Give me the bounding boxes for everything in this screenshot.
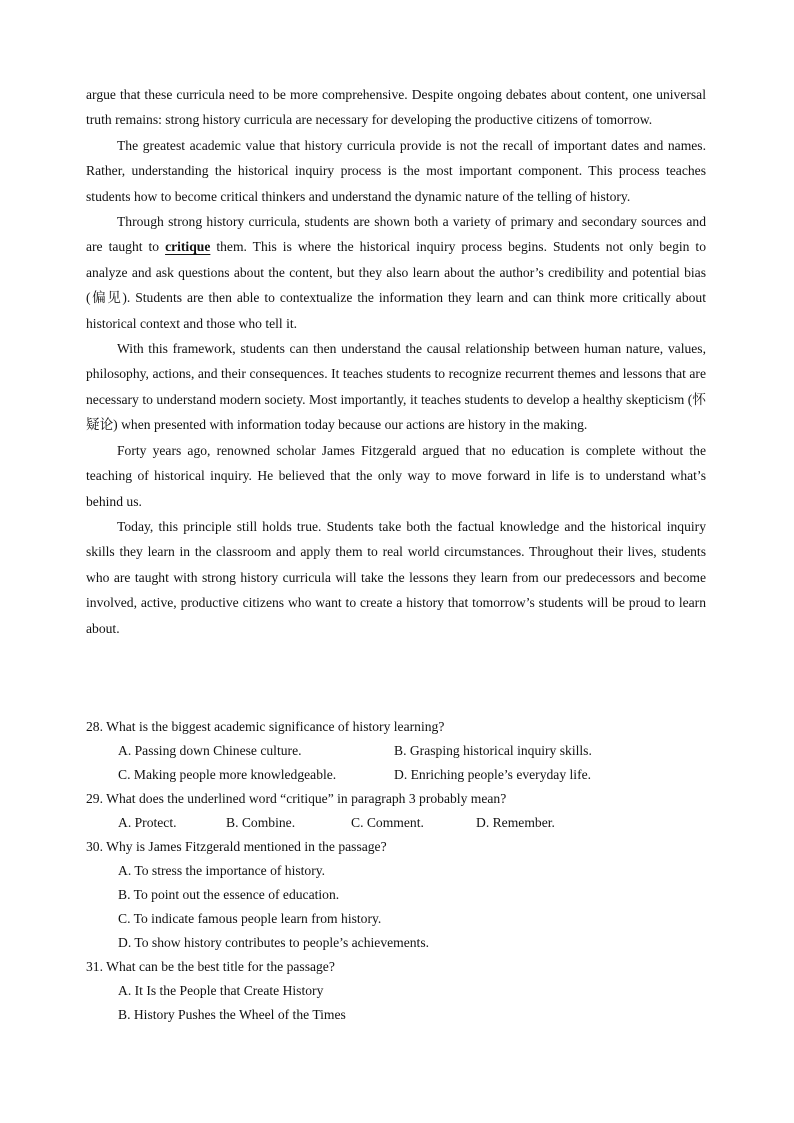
option-d[interactable]: D. Remember. xyxy=(476,815,555,830)
paragraph-6: Today, this principle still holds true. Students take both the factual knowledge and the historical inquiry skills they learn in the classroom and apply them to real world circumstances. Throughout their lives, students who are taught with strong history curricula will take the lessons they learn from our predecessors and become involved, active, productive citizens who want to create a history that tomorrow’s students will be proud to learn about. xyxy=(86,518,706,636)
question-stem: 31. What can be the best title for the passage? xyxy=(86,959,335,974)
option-b[interactable]: B. Combine. xyxy=(226,815,296,830)
option-c[interactable]: C. Making people more knowledgeable. xyxy=(118,767,337,782)
question-stem: 30. Why is James Fitzgerald mentioned in the passage? xyxy=(86,839,387,854)
paragraph-3 xyxy=(86,209,706,336)
option-c[interactable]: C. Comment. xyxy=(351,815,424,830)
question-list xyxy=(86,715,706,1027)
underlined-word-critique: critique xyxy=(165,239,211,255)
option-a[interactable]: A. To stress the importance of history. xyxy=(118,863,326,878)
option-a[interactable]: A. Protect. xyxy=(118,815,177,830)
paragraph-5: Forty years ago, renowned scholar James Fitzgerald argued that no education is complete without the teaching of historical inquiry. He believed that the only way to move forward in life is to understand what’s behind us. xyxy=(86,442,706,509)
paragraph-3-rest: them. This is where the historical inquiry process begins. Students not only begin to analyze and ask questions about the content, but they also learn about the author’s credibility and potential bias (偏见). Students are then able to contextualize the information they learn and can think more critically about historical context and those who tell it. xyxy=(86,239,706,331)
paragraph-4: With this framework, students can then understand the causal relationship between human nature, values, philosophy, actions, and their consequences. It teaches students to recognize recurrent themes and lessons that are necessary to understand modern society. Most importantly, it teaches students to develop a healthy skepticism (怀疑论) when presented with information today because our actions are history in the making. xyxy=(86,341,706,433)
option-b[interactable]: B. To point out the essence of education. xyxy=(118,887,340,902)
option-c[interactable]: C. To indicate famous people learn from history. xyxy=(118,911,382,926)
question-28 xyxy=(86,715,706,787)
question-stem: 28. What is the biggest academic significance of history learning? xyxy=(86,719,445,734)
question-31 xyxy=(86,955,706,1027)
question-29 xyxy=(86,787,706,835)
question-30 xyxy=(86,835,706,955)
question-stem: 29. What does the underlined word “critique” in paragraph 3 probably mean? xyxy=(86,791,507,806)
option-a[interactable]: A. It Is the People that Create History xyxy=(118,983,324,998)
options xyxy=(86,979,706,1027)
option-d[interactable]: D. Enriching people’s everyday life. xyxy=(394,767,592,782)
paragraph-2: The greatest academic value that history curricula provide is not the recall of important dates and names. Rather, understanding the historical inquiry process is the most important component. This process teaches students how to become critical thinkers and understand the dynamic nature of the telling of history. xyxy=(86,137,706,204)
paragraph-continued: argue that these curricula need to be more comprehensive. Despite ongoing debates about content, one universal truth remains: strong history curricula are necessary for developing the productive citizens of tomorrow. xyxy=(86,87,706,128)
paragraph-3-start: Through strong history curricula, students are shown both a variety of primary and secondary sources and are taught to xyxy=(86,214,706,255)
option-b[interactable]: B. Grasping historical inquiry skills. xyxy=(394,743,592,758)
options xyxy=(86,739,706,787)
options xyxy=(86,859,706,955)
options xyxy=(86,811,706,835)
option-a[interactable]: A. Passing down Chinese culture. xyxy=(118,743,302,758)
option-b[interactable]: B. History Pushes the Wheel of the Times xyxy=(118,1007,346,1022)
reading-passage xyxy=(86,82,706,641)
option-d[interactable]: D. To show history contributes to people’s achievements. xyxy=(118,935,430,950)
